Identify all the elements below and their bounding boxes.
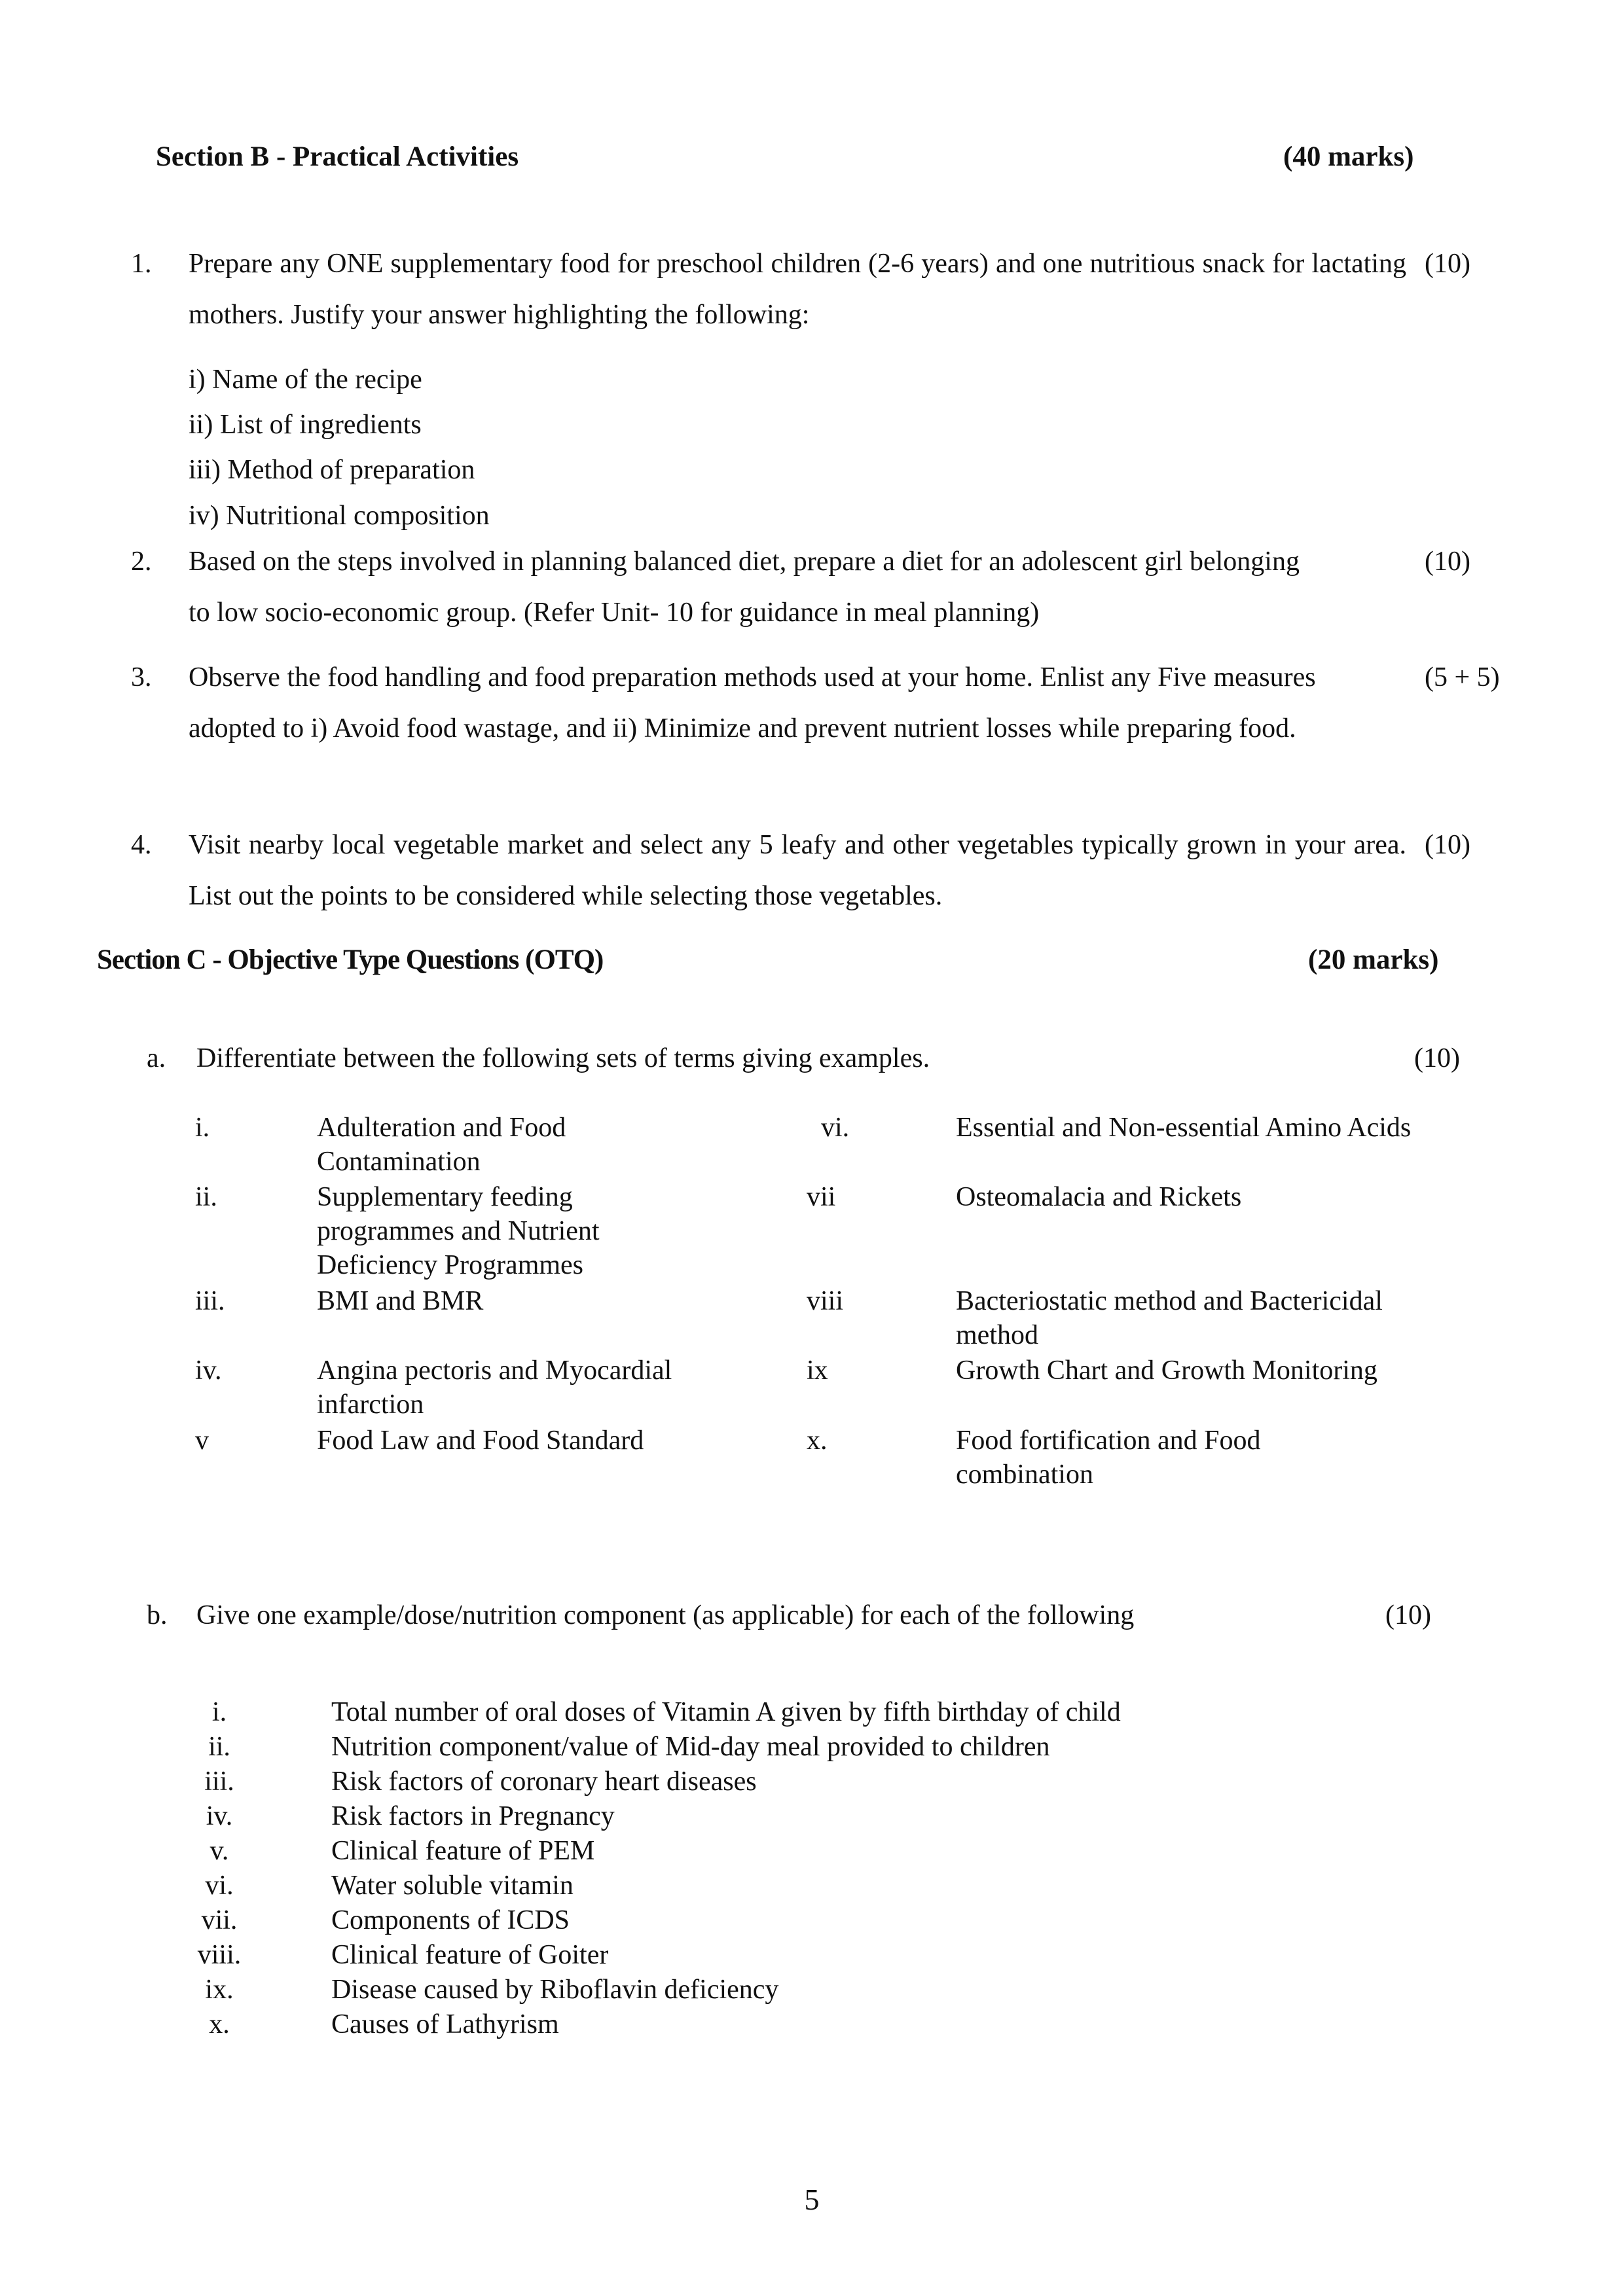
question-subitem: iv) Nutritional composition (189, 501, 490, 531)
term-number: x. (807, 1426, 828, 1456)
question-text: Observe the food handling and food preparation methods used at your home. Enlist any Five measures adopted to i) Avoid food wastage, and ii) Minimize and prevent nutrient losses while preparing food. (189, 662, 1316, 744)
item-text: Risk factors in Pregnancy (331, 1801, 615, 1831)
item-text: Total number of oral doses of Vitamin A given by fifth birthday of child (331, 1697, 1121, 1727)
term-pair: Angina pectoris and Myocardial infarction (317, 1355, 672, 1420)
item-number: i. (211, 1697, 227, 1727)
item-text: Risk factors of coronary heart diseases (331, 1767, 757, 1797)
question-subitem: i) Name of the recipe (189, 365, 422, 395)
question-number: 2. (131, 547, 152, 577)
item-text: Disease caused by Riboflavin deficiency (331, 1975, 779, 2005)
question-text: Based on the steps involved in planning balanced diet, prepare a diet for an adolescent girl belonging to low socio-economic group. (Refer Unit- 10 for guidance in meal planning) (189, 547, 1300, 628)
item-number: vii. (201, 1905, 238, 1935)
term-pair: Supplementary feeding programmes and Nutrient Deficiency Programmes (317, 1182, 600, 1280)
part-b-text: Give one example/dose/nutrition component (as applicable) for each of the following (196, 1600, 1135, 1630)
section-b-marks: (40 marks) (1283, 141, 1414, 172)
term-number: v (195, 1426, 209, 1456)
term-number: i. (195, 1113, 210, 1143)
item-text: Clinical feature of Goiter (331, 1940, 609, 1970)
item-number: vi. (205, 1871, 234, 1901)
term-number: vii (807, 1182, 836, 1212)
question-text: Visit nearby local vegetable market and select any 5 leafy and other vegetables typically grown in your area. List out the points to be considered while selecting those vegetables. (189, 830, 1406, 911)
question-number: 1. (131, 249, 152, 279)
item-number: ii. (208, 1732, 230, 1762)
item-number: ix. (205, 1975, 234, 2005)
term-number: vi. (821, 1113, 850, 1143)
term-pair: Food fortification and Food combination (956, 1426, 1261, 1490)
item-text: Components of ICDS (331, 1905, 570, 1935)
question-marks: (10) (1425, 249, 1470, 279)
term-pair: Adulteration and Food Contamination (317, 1113, 566, 1177)
section-c-title: Section C - Objective Type Questions (OTQ) (97, 944, 604, 975)
item-text: Causes of Lathyrism (331, 2009, 559, 2039)
section-b-title: Section B - Practical Activities (156, 141, 519, 172)
question-subitem: iii) Method of preparation (189, 455, 475, 485)
term-number: iii. (195, 1286, 225, 1316)
part-b-label: b. (147, 1600, 168, 1630)
item-number: iv. (206, 1801, 233, 1831)
part-b-marks: (10) (1385, 1600, 1431, 1630)
item-text: Nutrition component/value of Mid-day meal provided to children (331, 1732, 1050, 1762)
term-pair: BMI and BMR (317, 1286, 484, 1316)
part-a-text: Differentiate between the following sets of terms giving examples. (196, 1043, 930, 1073)
term-number: viii (807, 1286, 844, 1316)
page-number: 5 (804, 2183, 820, 2216)
question-marks: (10) (1425, 830, 1470, 860)
question-number: 3. (131, 662, 152, 692)
term-pair: Osteomalacia and Rickets (956, 1182, 1242, 1212)
term-number: ii. (195, 1182, 217, 1212)
item-text: Clinical feature of PEM (331, 1836, 595, 1866)
item-text: Water soluble vitamin (331, 1871, 574, 1901)
item-number: viii. (197, 1940, 242, 1970)
part-a-label: a. (147, 1043, 166, 1073)
item-number: iii. (204, 1767, 234, 1797)
item-number: v. (210, 1836, 229, 1866)
term-pair: Food Law and Food Standard (317, 1426, 644, 1456)
question-subitem: ii) List of ingredients (189, 410, 422, 440)
question-marks: (10) (1425, 547, 1470, 577)
term-pair: Essential and Non-essential Amino Acids (956, 1113, 1412, 1143)
part-a-marks: (10) (1414, 1043, 1460, 1073)
item-number: x. (209, 2009, 230, 2039)
question-marks: (5 + 5) (1425, 662, 1500, 692)
term-number: iv. (195, 1355, 222, 1386)
term-pair: Bacteriostatic method and Bactericidal method (956, 1286, 1383, 1350)
question-number: 4. (131, 830, 152, 860)
term-pair: Growth Chart and Growth Monitoring (956, 1355, 1377, 1386)
term-number: ix (807, 1355, 828, 1386)
question-text: Prepare any ONE supplementary food for preschool children (2-6 years) and one nutritious snack for lactating mothers. Justify your answer highlighting the following: (189, 249, 1406, 330)
section-c-marks: (20 marks) (1308, 944, 1439, 975)
